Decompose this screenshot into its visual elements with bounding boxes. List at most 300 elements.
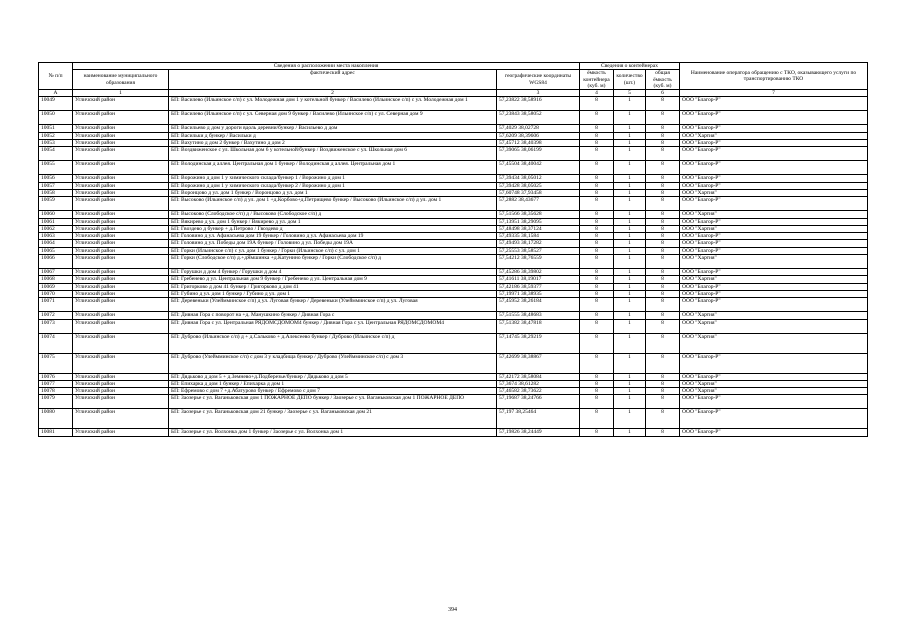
count-cell: 1: [614, 233, 646, 240]
total-capacity-cell: 8: [646, 97, 680, 111]
operator-cell: ООО "Благор-Р": [680, 175, 868, 182]
address-cell: БП: Высоково (Ильинское с/п) д ул. дом 1 +д.Корбово+д.Петрищево бункер / Высоково (Ильинское с/п) д ул. дом 1: [169, 197, 497, 211]
header-location-group: Сведения о расположении места накопления: [73, 63, 580, 70]
address-cell: БП: Заозерье с ул. Ваганьковская дом 1 ПОЖАРНОЕ ДЕПО бункер / Заозерье с ул. Ваганьковская дом 1 ПОЖАРНОЕ ДЕПО: [169, 395, 497, 409]
municipality-cell: Угличский район: [73, 189, 169, 196]
capacity-cell: 8: [580, 111, 614, 125]
table-header: [39, 63, 868, 97]
total-capacity-cell: 8: [646, 319, 680, 333]
count-cell: 1: [614, 240, 646, 247]
total-capacity-cell: 8: [646, 276, 680, 283]
municipality-cell: Угличский район: [73, 333, 169, 353]
address-cell: БП: Воздвиженское с ул. Школьная дом 6 у котельной/бункер / Воздвиженское с ул. Школьная дом 6: [169, 147, 497, 161]
operator-cell: ООО "Благор-Р": [680, 140, 868, 147]
table-row: [39, 312, 868, 319]
municipality-cell: Угличский район: [73, 290, 169, 297]
count-cell: 1: [614, 211, 646, 218]
coordinates-cell: 57,19971 38,38935: [497, 290, 580, 297]
coordinates-cell: 57,2882 38,43677: [497, 197, 580, 211]
capacity-cell: 8: [580, 319, 614, 333]
total-capacity-cell: 8: [646, 218, 680, 225]
count-cell: 1: [614, 409, 646, 429]
operator-cell: ООО "Благор-Р": [680, 182, 868, 189]
operator-cell: ООО "Благор-Р": [680, 240, 868, 247]
operator-cell: ООО "Благор-Р": [680, 247, 868, 254]
address-cell: БП: Дуброво (Ильинское с/п) д + д.Сальково + д.Алексеево бункер / Дуброво (Ильинское с/п) д: [169, 333, 497, 353]
municipality-cell: Угличский район: [73, 240, 169, 247]
municipality-cell: Угличский район: [73, 111, 169, 125]
address-cell: БП: Гвоздево д бункер + д.Петрово / Гвоздево д: [169, 225, 497, 232]
coordinates-cell: 57,3674 38,61282: [497, 380, 580, 387]
capacity-cell: 8: [580, 218, 614, 225]
coordinates-cell: 57,51555 38,48683: [497, 312, 580, 319]
header-address: фактический адрес: [169, 70, 497, 90]
municipality-cell: Угличский район: [73, 283, 169, 290]
coordinates-cell: 57,42699 38,38867: [497, 353, 580, 373]
count-cell: 1: [614, 319, 646, 333]
row-number-cell: 10049: [39, 97, 73, 111]
header-container-group: Сведения о контейнерах: [580, 63, 680, 70]
row-number-cell: 10066: [39, 255, 73, 269]
capacity-cell: 8: [580, 197, 614, 211]
municipality-cell: Угличский район: [73, 353, 169, 373]
column-index: A: [39, 90, 73, 97]
address-cell: БП: Дивная Гора с поворот на +д. Манушкино бункер / Дивная Гора с: [169, 312, 497, 319]
coordinates-cell: 57,42172 38,58084: [497, 373, 580, 380]
table-row: [39, 269, 868, 276]
total-capacity-cell: 8: [646, 247, 680, 254]
row-number-cell: 10065: [39, 247, 73, 254]
address-cell: БП: Вякирево д ул. дом 1 бункер / Вякирево д ул. дом 1: [169, 218, 497, 225]
coordinates-cell: 57,39434 38,05012: [497, 175, 580, 182]
coordinates-cell: 57,45952 38,26184: [497, 298, 580, 312]
municipality-cell: Угличский район: [73, 395, 169, 409]
municipality-cell: Угличский район: [73, 147, 169, 161]
capacity-cell: 8: [580, 147, 614, 161]
total-capacity-cell: 8: [646, 333, 680, 353]
capacity-cell: 8: [580, 211, 614, 218]
table-row: [39, 298, 868, 312]
coordinates-cell: 57,51566 38,35628: [497, 211, 580, 218]
coordinates-cell: 57,45712 38,40398: [497, 140, 580, 147]
count-cell: 1: [614, 132, 646, 139]
address-cell: БП: Василево (Ильинское с/п) с ул. Северная дом 9 бункер / Василево (Ильинское с/п) с ул. Северная дом 9: [169, 111, 497, 125]
table-row: [39, 189, 868, 196]
municipality-cell: Угличский район: [73, 161, 169, 175]
address-cell: БП: Ворожино д дом 1 у химического склада/бункер 1 / Ворожино д дом 1: [169, 175, 497, 182]
coordinates-cell: 57,25553 38,58527: [497, 247, 580, 254]
total-capacity-cell: 8: [646, 161, 680, 175]
count-cell: 1: [614, 247, 646, 254]
table-row: [39, 276, 868, 283]
address-cell: БП: Гребенево д ул. Центральная дом 9 бункер / Гребенево д ул. Центральная дом 9: [169, 276, 497, 283]
total-capacity-cell: 8: [646, 233, 680, 240]
total-capacity-cell: 8: [646, 182, 680, 189]
count-cell: 1: [614, 429, 646, 436]
header-operator: Наименование оператора обращению с ТКО, оказывающего услуги по транспортированию ТКО: [680, 63, 868, 90]
address-cell: БП: Епихарка д дом 1 бункер / Епихарка д дом 1: [169, 380, 497, 387]
operator-cell: ООО "Благор-Р": [680, 111, 868, 125]
operator-cell: ООО "Благор-Р": [680, 125, 868, 132]
total-capacity-cell: 8: [646, 140, 680, 147]
total-capacity-cell: 8: [646, 125, 680, 132]
coordinates-cell: 57,46582 38,73622: [497, 388, 580, 395]
column-index: 5: [614, 90, 646, 97]
count-cell: 1: [614, 312, 646, 319]
municipality-cell: Угличский район: [73, 298, 169, 312]
row-number-cell: 10073: [39, 319, 73, 333]
capacity-cell: 8: [580, 290, 614, 297]
row-number-cell: 10076: [39, 373, 73, 380]
total-capacity-cell: 8: [646, 373, 680, 380]
row-number-cell: 10061: [39, 218, 73, 225]
table-row: [39, 240, 868, 247]
table-row: [39, 225, 868, 232]
count-cell: 1: [614, 290, 646, 297]
operator-cell: ООО "Благор-Р": [680, 269, 868, 276]
count-cell: 1: [614, 218, 646, 225]
total-capacity-cell: 8: [646, 132, 680, 139]
count-cell: 1: [614, 197, 646, 211]
coordinates-cell: 57,39065 38,06199: [497, 147, 580, 161]
table-row: [39, 429, 868, 436]
capacity-cell: 8: [580, 132, 614, 139]
total-capacity-cell: 8: [646, 312, 680, 319]
coordinates-cell: 57,19687 38,24766: [497, 395, 580, 409]
count-cell: 1: [614, 182, 646, 189]
total-capacity-cell: 8: [646, 283, 680, 290]
table-row: [39, 333, 868, 353]
table-row: [39, 140, 868, 147]
table-row: [39, 233, 868, 240]
waste-site-register-table: [38, 62, 868, 437]
municipality-cell: Угличский район: [73, 276, 169, 283]
operator-cell: ООО "Хартия": [680, 388, 868, 395]
count-cell: 1: [614, 395, 646, 409]
municipality-cell: Угличский район: [73, 125, 169, 132]
count-cell: 1: [614, 298, 646, 312]
address-cell: БП: Дивная Гора с ул. Центральная РЯДОМСДОМОМ4 бункер / Дивная Гора с ул. Центральная РЯДОМСДОМОМ4: [169, 319, 497, 333]
coordinates-cell: 57,51382 38,47818: [497, 319, 580, 333]
municipality-cell: Угличский район: [73, 218, 169, 225]
coordinates-cell: 57,49493 38,17282: [497, 240, 580, 247]
table-row: [39, 197, 868, 211]
capacity-cell: 8: [580, 429, 614, 436]
header-total-capacity: общая ёмкость (куб. м): [646, 70, 680, 90]
column-index: 6: [646, 90, 680, 97]
row-number-cell: 10074: [39, 333, 73, 353]
coordinates-cell: 57,41611 38,19017: [497, 276, 580, 283]
capacity-cell: 8: [580, 409, 614, 429]
capacity-cell: 8: [580, 240, 614, 247]
capacity-cell: 8: [580, 312, 614, 319]
table-row: [39, 247, 868, 254]
capacity-cell: 8: [580, 333, 614, 353]
total-capacity-cell: 8: [646, 269, 680, 276]
table-row: [39, 319, 868, 333]
count-cell: 1: [614, 189, 646, 196]
coordinates-cell: 57,49335 38,1584: [497, 233, 580, 240]
address-cell: БП: Ворожино д дом 1 у химического склада/бункер 2 / Ворожино д дом 1: [169, 182, 497, 189]
table-row: [39, 175, 868, 182]
capacity-cell: 8: [580, 233, 614, 240]
coordinates-cell: 57,60748 37,93458: [497, 189, 580, 196]
capacity-cell: 8: [580, 380, 614, 387]
operator-cell: ООО "Хартия": [680, 132, 868, 139]
table-row: [39, 283, 868, 290]
coordinates-cell: 57,197 38,25464: [497, 409, 580, 429]
count-cell: 1: [614, 161, 646, 175]
count-cell: 1: [614, 125, 646, 132]
row-number-cell: 10081: [39, 429, 73, 436]
table-row: [39, 255, 868, 269]
operator-cell: ООО "Благор-Р": [680, 409, 868, 429]
capacity-cell: 8: [580, 388, 614, 395]
operator-cell: ООО "Благор-Р": [680, 283, 868, 290]
address-cell: БП: Головино д ул. Победы дом 19А бункер / Головино д ул. Победы дом 19А: [169, 240, 497, 247]
municipality-cell: Угличский район: [73, 197, 169, 211]
table-row: [39, 353, 868, 373]
table-row: [39, 111, 868, 125]
capacity-cell: 8: [580, 353, 614, 373]
row-number-cell: 10078: [39, 388, 73, 395]
municipality-cell: Угличский район: [73, 312, 169, 319]
address-cell: БП: Горки (Ильинское с/п) с ул. дом 1 бункер / Горки (Ильинское с/п) с ул. дом 1: [169, 247, 497, 254]
coordinates-cell: 57,54212 38,76559: [497, 255, 580, 269]
table-row: [39, 380, 868, 387]
count-cell: 1: [614, 333, 646, 353]
municipality-cell: Угличский район: [73, 225, 169, 232]
operator-cell: ООО "Благор-Р": [680, 233, 868, 240]
row-number-cell: 10072: [39, 312, 73, 319]
operator-cell: ООО "Хартия": [680, 225, 868, 232]
count-cell: 1: [614, 175, 646, 182]
capacity-cell: 8: [580, 97, 614, 111]
table-row: [39, 182, 868, 189]
count-cell: 1: [614, 111, 646, 125]
municipality-cell: Угличский район: [73, 247, 169, 254]
row-number-cell: 10051: [39, 125, 73, 132]
row-number-cell: 10069: [39, 283, 73, 290]
column-index: 1: [73, 90, 169, 97]
address-cell: БП: Высоково (Слободское с/п) д / Высоково (Слободское с/п) д: [169, 211, 497, 218]
coordinates-cell: 57,42186 38,59377: [497, 283, 580, 290]
capacity-cell: 8: [580, 269, 614, 276]
count-cell: 1: [614, 147, 646, 161]
capacity-cell: 8: [580, 395, 614, 409]
municipality-cell: Угличский район: [73, 429, 169, 436]
header-capacity: ёмкость контейнера (куб. м): [580, 70, 614, 90]
row-number-cell: 10056: [39, 175, 73, 182]
capacity-cell: 8: [580, 276, 614, 283]
address-cell: БП: Губино д ул. дом 1 бункер / Губино д ул. дом 1: [169, 290, 497, 297]
capacity-cell: 8: [580, 175, 614, 182]
table-row: [39, 97, 868, 111]
row-number-cell: 10079: [39, 395, 73, 409]
operator-cell: ООО "Хартия": [680, 333, 868, 353]
total-capacity-cell: 8: [646, 189, 680, 196]
total-capacity-cell: 8: [646, 255, 680, 269]
row-number-cell: 10067: [39, 269, 73, 276]
operator-cell: ООО "Хартия": [680, 255, 868, 269]
operator-cell: ООО "Благор-Р": [680, 298, 868, 312]
row-number-cell: 10063: [39, 233, 73, 240]
operator-cell: ООО "Благор-Р": [680, 147, 868, 161]
municipality-cell: Угличский район: [73, 211, 169, 218]
capacity-cell: 8: [580, 125, 614, 132]
address-cell: БП: Вахутино д дом 2 бункер / Вахутино д дом 2: [169, 140, 497, 147]
operator-cell: ООО "Хартия": [680, 276, 868, 283]
total-capacity-cell: 8: [646, 147, 680, 161]
capacity-cell: 8: [580, 140, 614, 147]
total-capacity-cell: 8: [646, 429, 680, 436]
total-capacity-cell: 8: [646, 388, 680, 395]
table-row: [39, 132, 868, 139]
row-number-cell: 10052: [39, 132, 73, 139]
coordinates-cell: 57,19826 38,24449: [497, 429, 580, 436]
row-number-cell: 10075: [39, 353, 73, 373]
municipality-cell: Угличский район: [73, 233, 169, 240]
row-number-cell: 10057: [39, 182, 73, 189]
address-cell: БП: Григорково д дом 41 бункер / Григорково д дом 41: [169, 283, 497, 290]
count-cell: 1: [614, 276, 646, 283]
operator-cell: ООО "Благор-Р": [680, 97, 868, 111]
operator-cell: ООО "Благор-Р": [680, 429, 868, 436]
operator-cell: ООО "Хартия": [680, 189, 868, 196]
address-cell: БП: Дуброво (Улеймминское с/п) с дом 3 у кладбища бункер / Дуброво (Улеймминское с/п) с дом 3: [169, 353, 497, 373]
coordinates-cell: 57,48498 38,37124: [497, 225, 580, 232]
address-cell: БП: Ефремово с дом 7 +д.Абатурово бункер / Ефремово с дом 7: [169, 388, 497, 395]
column-index: 2: [169, 90, 497, 97]
address-cell: БП: Васильки д бункер / Васильки д: [169, 132, 497, 139]
coordinates-cell: 57,6209 38,39606: [497, 132, 580, 139]
coordinates-cell: 57,45504 38,40042: [497, 161, 580, 175]
count-cell: 1: [614, 255, 646, 269]
total-capacity-cell: 8: [646, 298, 680, 312]
municipality-cell: Угличский район: [73, 182, 169, 189]
count-cell: 1: [614, 380, 646, 387]
operator-cell: ООО "Хартия": [680, 211, 868, 218]
count-cell: 1: [614, 353, 646, 373]
column-index: 7: [680, 90, 868, 97]
table-row: [39, 395, 868, 409]
address-cell: БП: Горушки д дом 4 бункер / Горушки д дом 4: [169, 269, 497, 276]
column-index: 4: [580, 90, 614, 97]
municipality-cell: Угличский район: [73, 175, 169, 182]
coordinates-cell: 57,23822 38,58916: [497, 97, 580, 111]
municipality-cell: Угличский район: [73, 269, 169, 276]
count-cell: 1: [614, 373, 646, 380]
total-capacity-cell: 8: [646, 395, 680, 409]
row-number-cell: 10060: [39, 211, 73, 218]
row-number-cell: 10064: [39, 240, 73, 247]
operator-cell: ООО "Благор-Р": [680, 197, 868, 211]
row-number-cell: 10055: [39, 161, 73, 175]
count-cell: 1: [614, 140, 646, 147]
table-row: [39, 388, 868, 395]
coordinates-cell: 57,39428 38,05025: [497, 182, 580, 189]
capacity-cell: 8: [580, 373, 614, 380]
row-number-cell: 10080: [39, 409, 73, 429]
table-body: [39, 97, 868, 436]
coordinates-cell: 57,45286 38,39802: [497, 269, 580, 276]
municipality-cell: Угличский район: [73, 255, 169, 269]
municipality-cell: Угличский район: [73, 132, 169, 139]
header-municipality: наименование муниципального образования: [73, 70, 169, 90]
page-number: 394: [448, 607, 457, 613]
municipality-cell: Угличский район: [73, 140, 169, 147]
total-capacity-cell: 8: [646, 409, 680, 429]
row-number-cell: 10068: [39, 276, 73, 283]
column-index-row: [39, 90, 868, 97]
total-capacity-cell: 8: [646, 290, 680, 297]
header-number: № п/п: [39, 63, 73, 90]
address-cell: БП: Дядьково д дом 5 + д.Земнево+д.Подберезье/бункер / Дядьково д дом 5: [169, 373, 497, 380]
row-number-cell: 10071: [39, 298, 73, 312]
capacity-cell: 8: [580, 182, 614, 189]
table-row: [39, 211, 868, 218]
row-number-cell: 10054: [39, 147, 73, 161]
total-capacity-cell: 8: [646, 225, 680, 232]
table-row: [39, 290, 868, 297]
header-count: количество (шт.): [614, 70, 646, 90]
table-row: [39, 373, 868, 380]
table-row: [39, 147, 868, 161]
count-cell: 1: [614, 225, 646, 232]
address-cell: БП: Воронцово д ул. дом 1 бункер / Воронцово д ул. дом 1: [169, 189, 497, 196]
count-cell: 1: [614, 97, 646, 111]
municipality-cell: Угличский район: [73, 319, 169, 333]
address-cell: БП: Васильево д дом у дороги вдоль деревни/бункер / Васильево д дом: [169, 125, 497, 132]
address-cell: БП: Володинская д аллея. Центральная дом 1 бункер / Володинская д аллея. Центральная дом 1: [169, 161, 497, 175]
total-capacity-cell: 8: [646, 197, 680, 211]
address-cell: БП: Заозерье с ул. Ваганьковская дом 21 бункер / Заозерье с ул. Ваганьковская дом 21: [169, 409, 497, 429]
count-cell: 1: [614, 269, 646, 276]
operator-cell: ООО "Благор-Р": [680, 353, 868, 373]
operator-cell: ООО "Хартия": [680, 312, 868, 319]
capacity-cell: 8: [580, 161, 614, 175]
coordinates-cell: 57,4029 38,02728: [497, 125, 580, 132]
capacity-cell: 8: [580, 298, 614, 312]
count-cell: 1: [614, 388, 646, 395]
municipality-cell: Угличский район: [73, 388, 169, 395]
capacity-cell: 8: [580, 225, 614, 232]
address-cell: БП: Головино д ул. Афанасьева дом 19 бункер / Головино д ул. Афанасьева дом 19: [169, 233, 497, 240]
total-capacity-cell: 8: [646, 353, 680, 373]
row-number-cell: 10053: [39, 140, 73, 147]
table-row: [39, 409, 868, 429]
row-number-cell: 10058: [39, 189, 73, 196]
count-cell: 1: [614, 283, 646, 290]
operator-cell: ООО "Благор-Р": [680, 161, 868, 175]
operator-cell: ООО "Благор-Р": [680, 218, 868, 225]
header-coordinates: географические координаты WGS84: [497, 70, 580, 90]
table-row: [39, 218, 868, 225]
capacity-cell: 8: [580, 283, 614, 290]
row-number-cell: 10070: [39, 290, 73, 297]
row-number-cell: 10062: [39, 225, 73, 232]
coordinates-cell: 57,13951 38,29095: [497, 218, 580, 225]
table-row: [39, 125, 868, 132]
table-row: [39, 161, 868, 175]
municipality-cell: Угличский район: [73, 97, 169, 111]
coordinates-cell: 57,23843 38,58052: [497, 111, 580, 125]
total-capacity-cell: 8: [646, 111, 680, 125]
municipality-cell: Угличский район: [73, 380, 169, 387]
municipality-cell: Угличский район: [73, 373, 169, 380]
address-cell: БП: Горки (Слободское с/п) д.+дЯмшинка +д.Катунино бункер / Горки (Слободское с/п) д: [169, 255, 497, 269]
address-cell: БП: Деревеньки (Улеймминское с/п) д ул. Луговая бункер / Деревеньки (Улеймминское с/п) д ул. Луговая: [169, 298, 497, 312]
